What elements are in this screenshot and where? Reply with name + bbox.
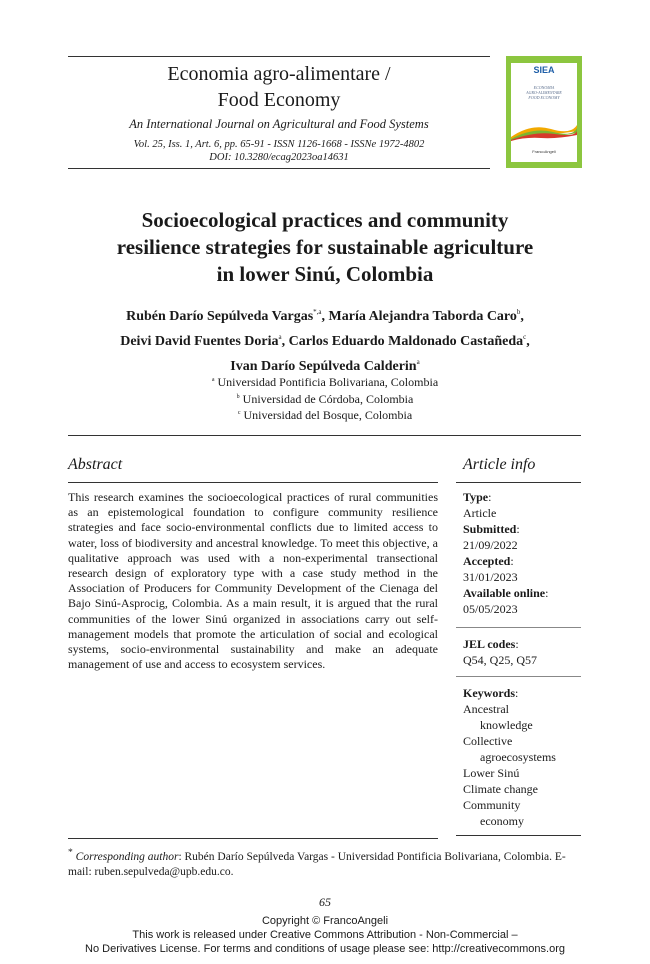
affiliation	[40, 390, 610, 407]
keyword-continuation: knowledge	[480, 718, 533, 732]
copyright-notice	[0, 914, 650, 956]
affiliation-list	[40, 373, 610, 423]
accepted-label: Accepted	[463, 554, 511, 568]
license-line: This work is released under Creative Commons Attribution - Non-Commercial –	[132, 929, 518, 941]
author-list	[40, 302, 610, 377]
type-label: Type	[463, 490, 489, 504]
journal-title	[68, 61, 490, 113]
footnote-rule	[68, 838, 438, 839]
affiliation-text: Universidad Pontificia Bolivariana, Colombia	[217, 375, 439, 389]
journal-title-line1: Economia agro-alimentare /	[167, 63, 391, 85]
keyword: Climate change	[463, 782, 538, 796]
article-dates-block: Type: Article Submitted: 21/09/2022 Accepted: 31/01/2023 Available online: 05/05/2023	[463, 489, 581, 617]
info-bottom-rule	[456, 835, 581, 836]
affiliation	[40, 406, 610, 423]
author-name: Rubén Darío Sepúlveda Vargas	[126, 309, 314, 324]
author-affiliation-marker: b	[516, 308, 521, 316]
jel-codes-label: JEL codes	[463, 637, 516, 651]
author-affiliation-marker: a	[416, 358, 420, 366]
journal-title-line2: Food Economy	[217, 89, 341, 111]
author-name: Carlos Eduardo Maldonado Castañeda	[288, 334, 524, 349]
journal-volume-line: Vol. 25, Iss. 1, Art. 6, pp. 65-91 - ISSN 1126-1668 - ISSNe 1972-4802	[133, 139, 425, 150]
author-separator: ,	[526, 334, 530, 349]
info-divider	[456, 627, 581, 628]
cover-title-line: FOOD ECONOMY	[528, 95, 560, 100]
affiliation-text: Universidad de Córdoba, Colombia	[242, 391, 414, 406]
info-divider	[456, 676, 581, 677]
available-online-value: 05/05/2023	[463, 602, 518, 616]
submitted-label: Submitted	[463, 522, 517, 536]
footnote-text: : Rubén Darío Sepúlveda Vargas - Universidad Pontificia Bolivariana, Colombia. E-mail: ruben.sepulveda@upb.edu.co.	[68, 850, 566, 878]
keyword-continuation: economy	[480, 814, 524, 828]
author-name: Ivan Darío Sepúlveda Calderin	[230, 359, 417, 374]
affiliation	[40, 373, 610, 390]
footnote-marker: *	[68, 847, 73, 858]
keywords-block: Keywords: Ancestral knowledge Collective agroecosystems Lower Sinú Climate change Community economy	[463, 685, 581, 829]
copyright-line: Copyright © FrancoAngeli	[261, 915, 389, 927]
accepted-value: 31/01/2023	[463, 570, 518, 584]
submitted-value: 21/09/2022	[463, 538, 518, 552]
author-separator: ,	[520, 309, 524, 324]
cover-title	[514, 85, 574, 100]
article-title	[40, 207, 610, 288]
keyword: Lower Sinú	[463, 766, 520, 780]
author-affiliation-marker: *,a	[313, 308, 322, 316]
article-title-line: in lower Sinú, Colombia	[216, 262, 434, 286]
keyword: Ancestral	[463, 702, 509, 716]
cover-title-line: ECONOMIA	[533, 85, 555, 90]
available-online-label: Available online	[463, 586, 546, 600]
article-info-heading: Article info	[463, 456, 536, 473]
cover-publisher: FrancoAngeli	[532, 149, 556, 154]
affiliation-marker: c	[237, 410, 241, 416]
author-name: Deivi David Fuentes Doria	[120, 334, 279, 349]
corresponding-author-footnote	[68, 845, 581, 880]
journal-cover-image	[506, 56, 582, 168]
cover-wave-graphic	[511, 119, 577, 141]
author-name: María Alejandra Taborda Caro	[328, 309, 517, 324]
author-affiliation-marker: c	[523, 333, 527, 341]
abstract-body: This research examines the socioecological practices of rural communities as an epistemological foundation to configure community resilience strategies and face socio-environmental conflicts due to limited access to water, loss of biodiversity and ancestral knowledge. To meet this objective, a qualitative approach was used with a non-experimental transectional research design of exploratory type with a case study method in the Association of Producers for Community Development of the Cienaga del Bajo Sinú-Asprocig, Colombia. As a main result, it is argued that the rural communities of the lower Sinú organized in associations carry out self-management models that promote the articulation of social and ecological systems, socio-environmental sustainability and make an adequate management of use and access to ecosystem services.	[68, 490, 438, 672]
author-affiliation-marker: a	[278, 333, 282, 341]
author-separator: ,	[281, 334, 289, 349]
keyword: Community	[463, 798, 521, 812]
type-value: Article	[463, 506, 497, 520]
header-bottom-rule	[68, 168, 490, 169]
abstract-rule	[68, 482, 438, 483]
article-title-line: resilience strategies for sustainable agriculture	[116, 235, 534, 259]
author-separator: ,	[321, 309, 329, 324]
jel-codes-block: JEL codes: Q54, Q25, Q57	[463, 636, 581, 668]
license-line: No Derivatives License. For terms and conditions of usage please see: http://creativecommons.org	[85, 943, 565, 955]
page-number: 65	[319, 895, 331, 909]
footnote-label: Corresponding author	[75, 850, 179, 863]
abstract-heading: Abstract	[68, 456, 123, 473]
keyword: Collective	[463, 734, 513, 748]
cover-title-line: AGRO-ALIMENTARE	[526, 90, 562, 95]
section-divider	[68, 435, 581, 436]
journal-subtitle: An International Journal on Agricultural and Food Systems	[129, 117, 429, 131]
keyword-continuation: agroecosystems	[480, 750, 556, 764]
affiliation-marker: a	[211, 377, 215, 383]
affiliation-marker: b	[236, 393, 240, 400]
header-top-rule	[68, 56, 490, 57]
article-title-line: Socioecological practices and community	[141, 208, 509, 232]
jel-codes-value: Q54, Q25, Q57	[463, 653, 537, 667]
article-info-rule	[456, 482, 581, 483]
cover-logo: SIEA	[533, 65, 555, 75]
journal-doi: DOI: 10.3280/ecag2023oa14631	[209, 152, 349, 163]
affiliation-text: Universidad del Bosque, Colombia	[243, 408, 413, 422]
keywords-label: Keywords	[463, 686, 515, 700]
